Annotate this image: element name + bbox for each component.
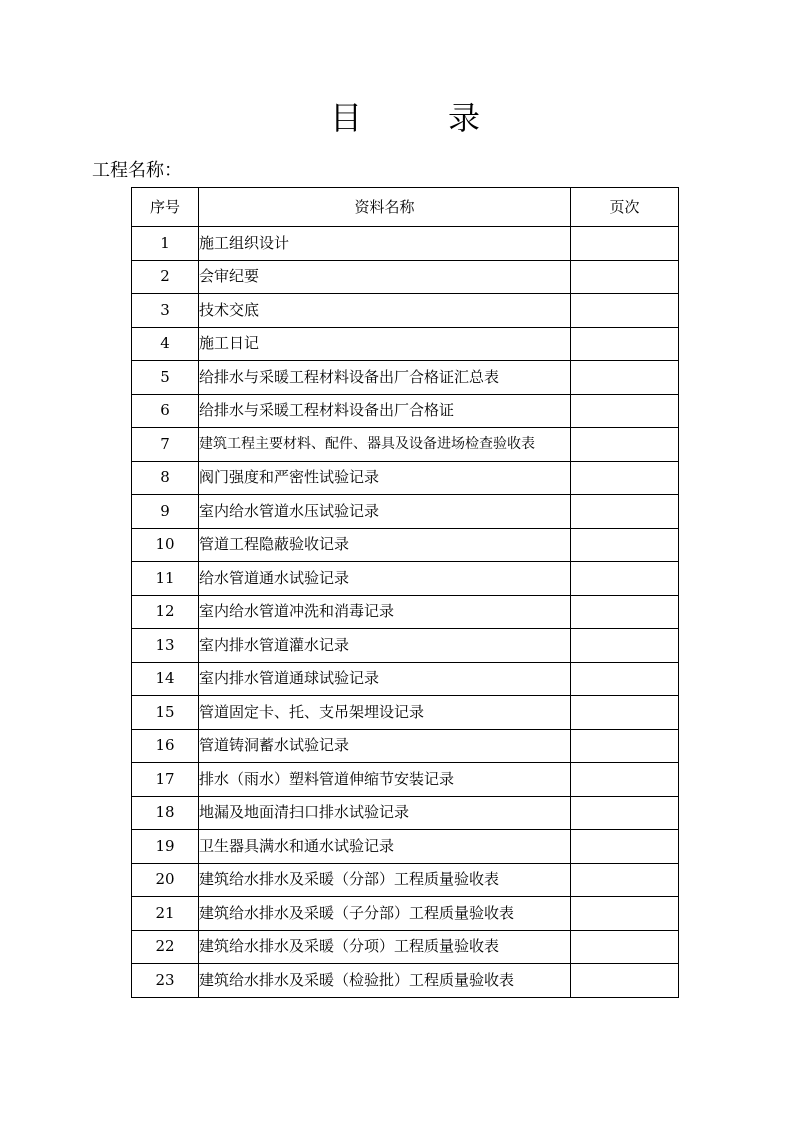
- page-number: [571, 729, 679, 763]
- document-name: 建筑给水排水及采暖（子分部）工程质量验收表: [199, 897, 571, 931]
- title-char-1: 目: [329, 99, 362, 137]
- row-number: 7: [132, 428, 199, 462]
- document-name: 室内给水管道水压试验记录: [199, 495, 571, 529]
- page-number: [571, 696, 679, 730]
- document-name: 室内排水管道通球试验记录: [199, 662, 571, 696]
- document-name: 施工日记: [199, 327, 571, 361]
- row-number: 10: [132, 528, 199, 562]
- page-number: [571, 327, 679, 361]
- row-number: 3: [132, 294, 199, 328]
- page-number: [571, 595, 679, 629]
- table-row: [132, 964, 679, 998]
- document-name: 室内排水管道灌水记录: [199, 629, 571, 663]
- document-name: 给排水与采暖工程材料设备出厂合格证汇总表: [199, 361, 571, 395]
- document-name: 地漏及地面清扫口排水试验记录: [199, 796, 571, 830]
- page-number: [571, 629, 679, 663]
- project-name-label: 工程名称：: [92, 160, 182, 181]
- table-row: [132, 361, 679, 395]
- page-number: [571, 294, 679, 328]
- page-number: [571, 361, 679, 395]
- row-number: 19: [132, 830, 199, 864]
- table-header-row: [132, 188, 679, 227]
- table-row: [132, 662, 679, 696]
- table-row: [132, 528, 679, 562]
- row-number: 16: [132, 729, 199, 763]
- header-name: 资料名称: [199, 188, 571, 227]
- row-number: 9: [132, 495, 199, 529]
- row-number: 14: [132, 662, 199, 696]
- document-name: 建筑给水排水及采暖（检验批）工程质量验收表: [199, 964, 571, 998]
- row-number: 8: [132, 461, 199, 495]
- table-row: [132, 696, 679, 730]
- document-name: 技术交底: [199, 294, 571, 328]
- page-number: [571, 662, 679, 696]
- document-name: 给排水与采暖工程材料设备出厂合格证: [199, 394, 571, 428]
- document-name: 阀门强度和严密性试验记录: [199, 461, 571, 495]
- page-number: [571, 260, 679, 294]
- row-number: 23: [132, 964, 199, 998]
- page-number: [571, 394, 679, 428]
- document-name: 管道工程隐蔽验收记录: [199, 528, 571, 562]
- row-number: 12: [132, 595, 199, 629]
- table-row: [132, 763, 679, 797]
- document-name: 室内给水管道冲洗和消毒记录: [199, 595, 571, 629]
- page-number: [571, 897, 679, 931]
- document-name: 管道铸洞蓄水试验记录: [199, 729, 571, 763]
- title-char-2: 录: [448, 99, 481, 137]
- toc-table: [131, 187, 679, 998]
- document-name: 建筑给水排水及采暖（分部）工程质量验收表: [199, 863, 571, 897]
- page-number: [571, 528, 679, 562]
- page-number: [571, 930, 679, 964]
- document-name: 卫生器具满水和通水试验记录: [199, 830, 571, 864]
- page-number: [571, 763, 679, 797]
- table-row: [132, 227, 679, 261]
- document-name: 建筑给水排水及采暖（分项）工程质量验收表: [199, 930, 571, 964]
- row-number: 2: [132, 260, 199, 294]
- table-row: [132, 461, 679, 495]
- table-row: [132, 495, 679, 529]
- page-number: [571, 964, 679, 998]
- table-row: [132, 260, 679, 294]
- table-row: [132, 629, 679, 663]
- page-number: [571, 428, 679, 462]
- document-name: 管道固定卡、托、支吊架埋设记录: [199, 696, 571, 730]
- page-number: [571, 796, 679, 830]
- document-name: 建筑工程主要材料、配件、器具及设备进场检查验收表: [199, 428, 571, 462]
- page-number: [571, 227, 679, 261]
- table-row: [132, 595, 679, 629]
- header-no: 序号: [132, 188, 199, 227]
- table-row: [132, 428, 679, 462]
- document-name: 排水（雨水）塑料管道伸缩节安装记录: [199, 763, 571, 797]
- row-number: 6: [132, 394, 199, 428]
- table-row: [132, 327, 679, 361]
- table-row: [132, 863, 679, 897]
- page-number: [571, 830, 679, 864]
- row-number: 4: [132, 327, 199, 361]
- document-name: 给水管道通水试验记录: [199, 562, 571, 596]
- table-body: [132, 227, 679, 998]
- table-row: [132, 394, 679, 428]
- table-row: [132, 897, 679, 931]
- document-name: 施工组织设计: [199, 227, 571, 261]
- header-page: 页次: [571, 188, 679, 227]
- table-row: [132, 294, 679, 328]
- row-number: 13: [132, 629, 199, 663]
- table-row: [132, 796, 679, 830]
- page-number: [571, 863, 679, 897]
- row-number: 17: [132, 763, 199, 797]
- row-number: 5: [132, 361, 199, 395]
- row-number: 1: [132, 227, 199, 261]
- row-number: 20: [132, 863, 199, 897]
- table-row: [132, 930, 679, 964]
- row-number: 22: [132, 930, 199, 964]
- table-row: [132, 562, 679, 596]
- row-number: 21: [132, 897, 199, 931]
- row-number: 18: [132, 796, 199, 830]
- page-number: [571, 495, 679, 529]
- page-number: [571, 562, 679, 596]
- table-row: [132, 830, 679, 864]
- page-number: [571, 461, 679, 495]
- table-row: [132, 729, 679, 763]
- document-name: 会审纪要: [199, 260, 571, 294]
- row-number: 11: [132, 562, 199, 596]
- document-title: [8, 92, 794, 140]
- row-number: 15: [132, 696, 199, 730]
